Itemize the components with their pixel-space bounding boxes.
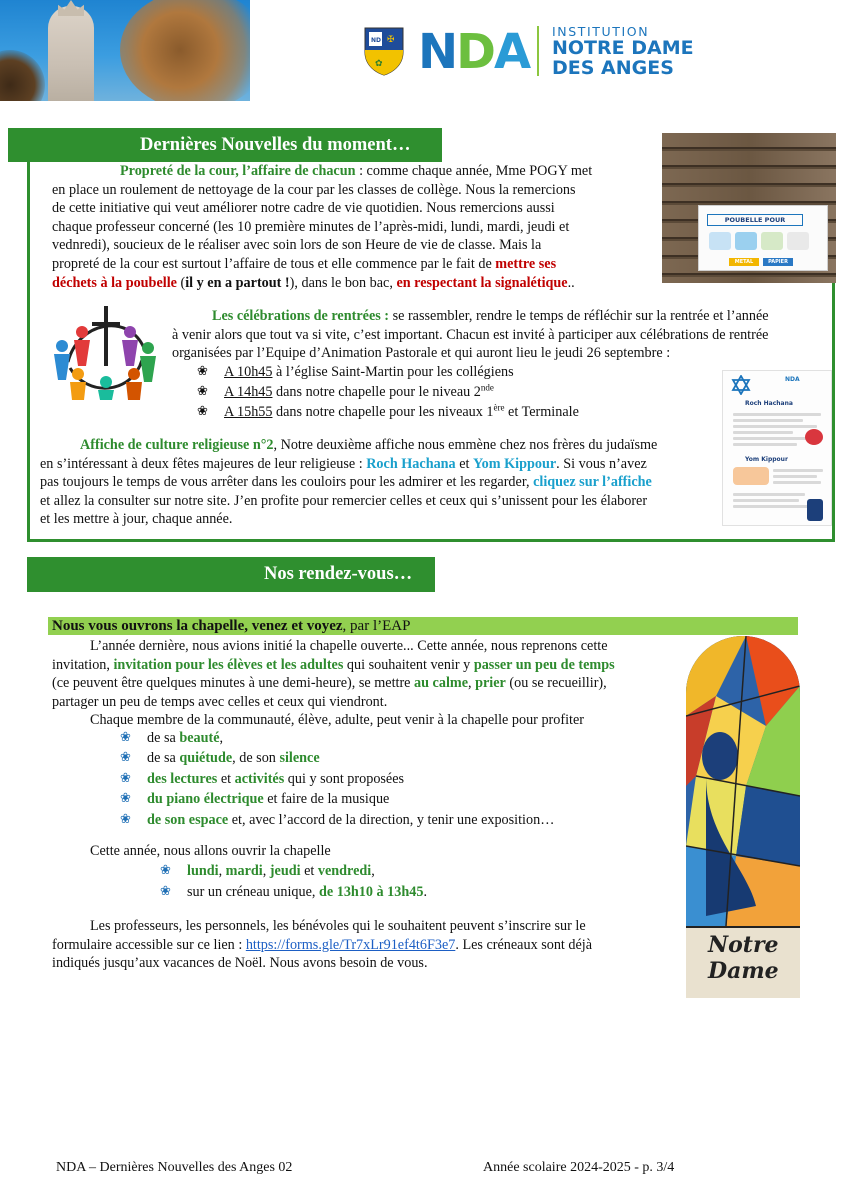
logo-divider (537, 26, 539, 76)
list-item: ❀ de sa beauté, (120, 729, 660, 749)
list-item: ❀ sur un créneau unique, de 13h10 à 13h45. (160, 883, 660, 904)
svg-text:✿: ✿ (375, 59, 383, 69)
opening-intro: Cette année, nous allons ouvrir la chapelle (90, 843, 331, 859)
list-item: ❀ des lectures et activités qui y sont proposées (120, 770, 660, 790)
chapel-intro-paragraph: L’année dernière, nous avions initié la chapelle ouverte... Cette année, nous reprenons cette invitation, invitation pour les élèves et les adultes qui souhaitent venir y passer un peu de temps (ce peuvent être quelques minutes à une demi-heure), se mettre au calme, prier (ou se recueillir), partager un peu de temps avec celles et ceux qui viendront. Chaque membre de la communauté, élève, adulte, peut venir à la chapelle pour profiter (52, 638, 615, 729)
vitrail-text: Notre Dame (708, 932, 779, 984)
list-item: ❀ de son espace et, avec l’accord de la direction, y tenir une exposition… (120, 811, 660, 831)
bin-sign: POUBELLE POUR METAL PAPIER (698, 205, 828, 271)
cliquez-affiche-link[interactable]: cliquez sur l’affiche (533, 474, 652, 491)
list-item: ❀ A 10h45 à l’église Saint-Martin pour les collégiens (197, 363, 717, 383)
list-item: ❀ de sa quiétude, de son silence (120, 749, 660, 769)
svg-text:✠: ✠ (387, 35, 395, 45)
signup-paragraph: Les professeurs, les personnels, les bénévoles qui le souhaitent peuvent s’inscrire sur le formulaire accessible sur ce lien : https://forms.gle/Tr7xLr91ef4t6F3e7. Les créneaux sont déjà indiqués jusqu’aux vacances de Noël. Nous avons besoin de vous. (52, 918, 593, 972)
star-of-david-icon (731, 375, 751, 395)
proprete-paragraph: Propreté de la cour, l’affaire de chacun : comme chaque année, Mme POGY met en place un roulement de nettoyage de la cour par les classes de collège. Nous la remercions de cette initiative qui veut améliorer notre cadre de vie quotidien. Nous remercions aussi chaque professeur concerné (les 10 première minutes de l’après-midi, lundi, mardi, jeudi et vednredi), soucieux de le réaliser avec soin lors de son Heure de vie de classe. Mais la propreté de la cour est surtout l’affaire de tous et elle commence par le fait de mettre ses déchets à la poubelle (il y en a partout !), dans le bon bac, en respectant la signalétique.. (52, 163, 593, 291)
list-item: ❀ du piano électrique et faire de la musique (120, 790, 660, 810)
signup-form-link[interactable]: https://forms.gle/Tr7xLr91ef4t6F3e7 (245, 936, 456, 953)
apple-icon (805, 429, 823, 445)
svg-text:ND: ND (371, 37, 382, 44)
children-illustration (733, 467, 769, 485)
institution-name: NOTRE DAME DES ANGES (552, 37, 694, 79)
footer-left: NDA – Dernières Nouvelles des Anges 02 (56, 1160, 293, 1175)
rdv-section-banner: Nos rendez-vous… (27, 557, 435, 592)
chapel-benefits-list (120, 729, 660, 831)
nda-logo: NDA (418, 24, 530, 80)
celebration-people-icon (48, 302, 160, 400)
shofar-illustration (807, 499, 823, 521)
recycling-bin-photo (662, 133, 836, 283)
chapel-title: Nous vous ouvrons la chapelle, venez et voyez, par l’EAP (52, 618, 411, 634)
coat-of-arms-icon (363, 26, 405, 76)
opening-schedule-list (160, 862, 660, 904)
affiche-paragraph: Affiche de culture religieuse n°2, Notre deuxième affiche nous emmène chez nos frères du judaïsme en s’intéressant à deux fêtes majeures de leur religieuse : Roch Hachana et Yom Kippour. Si vous n’avez pas toujours le temps de vous arrêter dans les couloirs pour les admirer et les regarder, cliquez sur l’affiche et allez la consulter sur notre site. J’en profite pour remercier celles et ceux qui s’unissent pour les élaborer et les mettre à jour, chaque année. (40, 437, 658, 528)
institution-label: INSTITUTION (552, 24, 650, 39)
header-photo-statue (0, 0, 250, 101)
culture-poster-link[interactable]: NDA Roch Hachana Yom Kippour (722, 370, 832, 526)
celebrations-paragraph: Les célébrations de rentrées : se rassembler, rendre le temps de réfléchir sur la rentrée et l’année à venir alors que tout va si vite, c’est important. Chacun est invité à participer aux célébrations de rentrée organisées par l’Equipe d’Animation Pastorale et qui auront lieu le jeudi 26 septembre : (172, 308, 769, 362)
stained-glass-image (686, 636, 800, 998)
footer-right: Année scolaire 2024-2025 - p. 3/4 (483, 1160, 675, 1175)
celebrations-list (197, 363, 717, 423)
news-section-banner: Dernières Nouvelles du moment… (8, 128, 442, 162)
list-item: ❀ A 15h55 dans notre chapelle pour les niveaux 1ère et Terminale (197, 403, 717, 423)
list-item: ❀ lundi, mardi, jeudi et vendredi, (160, 862, 660, 883)
list-item: ❀ A 14h45 dans notre chapelle pour le niveau 2nde (197, 383, 717, 403)
